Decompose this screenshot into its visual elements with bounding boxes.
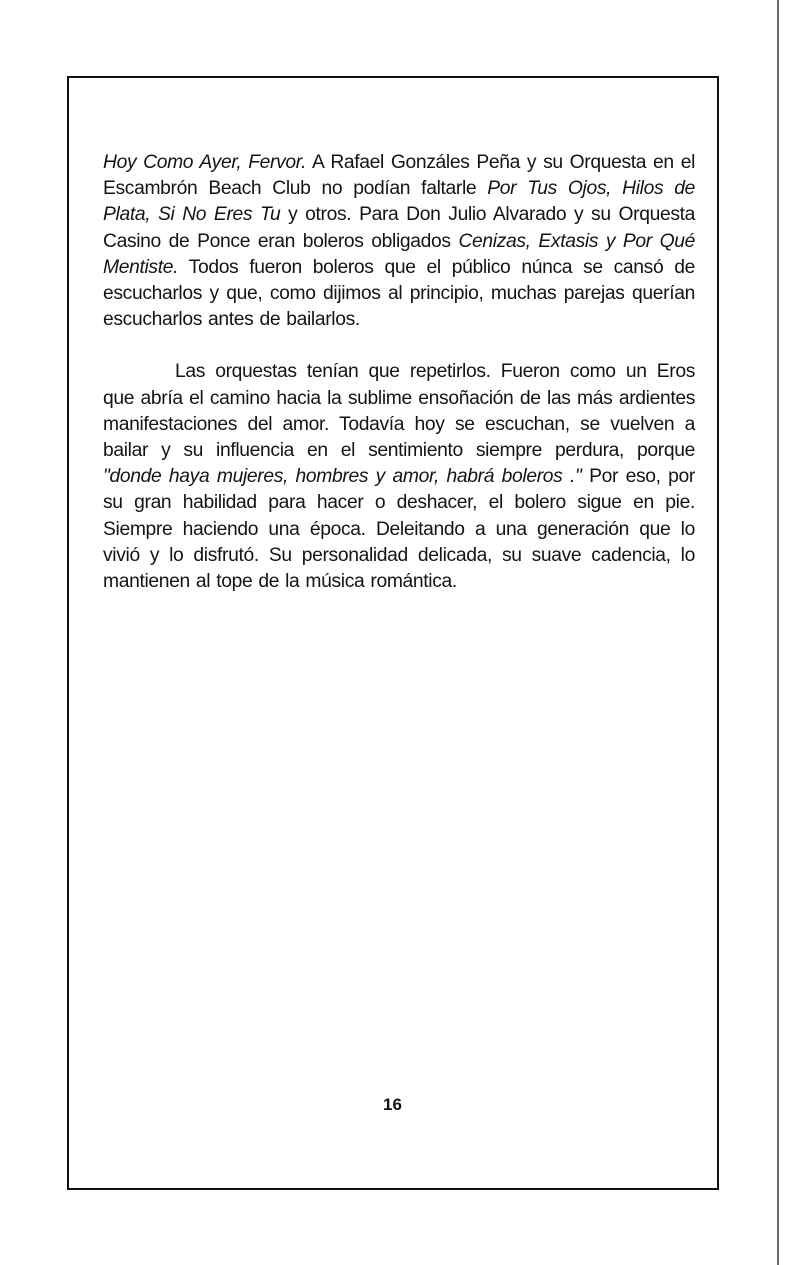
text-run: A Rafael Gonzáles Peña y su Orquesta en el Escambrón Beach Club no podían faltarle	[103, 152, 695, 200]
text-run: Hoy Como Ayer, Fervor.	[103, 152, 307, 173]
page-number: 16	[383, 1095, 402, 1114]
paragraph-2	[103, 359, 695, 595]
text-run: Todos fueron boleros que el público núnca se cansó de escucharlos y que, como dijimos al principio, muchas parejas querían escucharlos antes de bailarlos.	[103, 256, 695, 331]
paragraph-1	[103, 150, 695, 333]
body-text	[103, 150, 695, 595]
text-run: Las orquestas tenían que repetirlos. Fueron como un Eros que abría el camino hacia la sublime ensoñación de las más ardientes manifestaciones del amor. Todavía hoy se escuchan, se vuelven a bailar y su influencia en el sentimiento siempre perdura, porque	[103, 361, 695, 462]
text-run: Por Tus Ojos, Hilos de Plata, Si No Eres Tu	[103, 178, 696, 226]
text-run: Cenizas, Extasis y Por Qué Mentiste.	[103, 230, 695, 278]
text-run: y otros. Para Don Julio Alvarado y su Orquesta Casino de Ponce eran boleros obligados	[103, 204, 695, 252]
text-run: Por eso, por su gran habilidad para hacer o deshacer, el bolero sigue en pie. Siempre haciendo una época. Deleitando a una generación que lo vivió y lo disfrutó. Su personalidad delicada, su suave cadencia, lo mantienen al tope de la música romántica.	[103, 466, 695, 593]
page-edge-line	[777, 0, 779, 1265]
text-run: "donde haya mujeres, hombres y amor, habrá boleros ."	[103, 466, 582, 488]
